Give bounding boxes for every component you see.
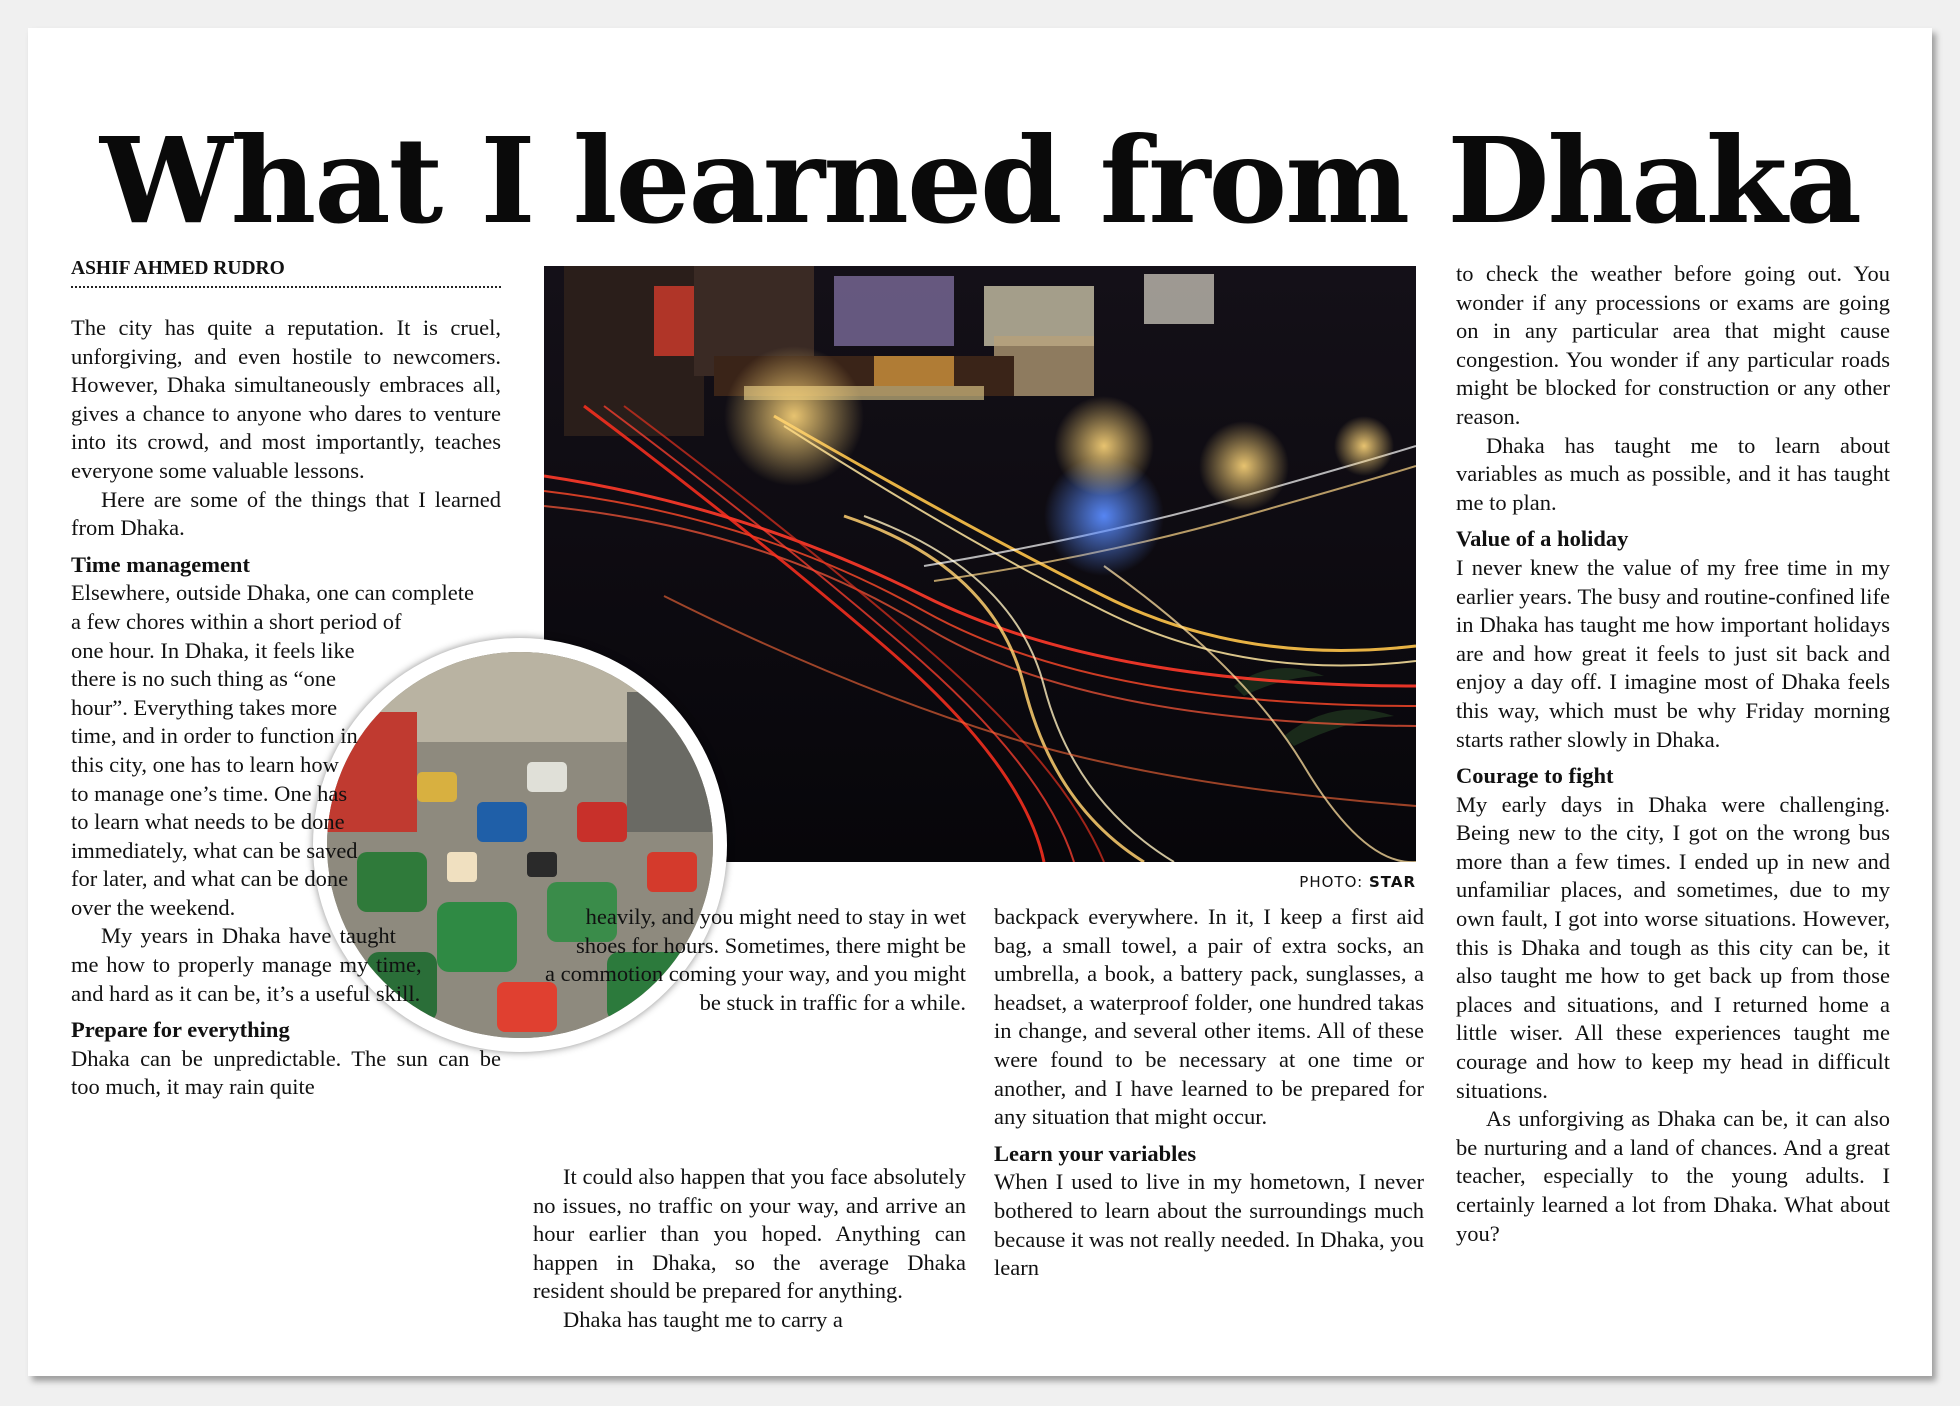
column-2: [533, 903, 966, 1335]
variables-paragraph-1a: When I used to live in my hometown, I never bothered to learn about the surroundings much because it was not really needed. In Dhaka, you learn: [994, 1169, 1424, 1281]
column-1: [71, 314, 501, 1102]
courage-paragraph-1: My early days in Dhaka were challenging. Being new to the city, I got on the wrong bus more than a few times. I ended up in new and unfamiliar places, and sometimes, due to my own fault, I got into worse situations. However, this is Dhaka and tough as this city can be, it also taught me how to get back up from those places and situations, and I returned home a little wiser. All these experiences taught me courage and how to keep my head in difficult situations.: [1456, 791, 1890, 1103]
prepare-paragraph-2: It could also happen that you face absolutely no issues, no traffic on your way, and arrive an hour earlier than you hoped. Anything can happen in Dhaka, so the average Dhaka resident should be prepared for anything.: [533, 1164, 966, 1304]
variables-paragraph-1b: to check the weather before going out. You wonder if any processions or exams are going on in any particular area that might cause congestion. You wonder if any particular roads might be blocked for construction or any other reason.: [1456, 261, 1890, 429]
prepare-paragraph-3a: Dhaka has taught me to carry a: [563, 1306, 843, 1332]
section-heading-variables: Learn your variables: [994, 1140, 1197, 1166]
newspaper-page: [28, 28, 1932, 1376]
intro-paragraph-2: Here are some of the things that I learned from Dhaka.: [71, 486, 501, 541]
time-paragraph-1: Elsewhere, outside Dhaka, one can complete a few chores within a short period of one hour. In Dhaka, it feels like there is no such thing as “one hour”. Everything takes more time, and in order to function in this city, one has to learn how to manage one’s time. One has to learn what needs to be done immediately, what can be saved for later, and what can be done over the weekend.: [71, 580, 474, 920]
section-heading-prepare: Prepare for everything: [71, 1017, 290, 1043]
column-4: [1456, 260, 1890, 1248]
section-heading-courage: Courage to fight: [1456, 763, 1614, 789]
holiday-paragraph-1: I never knew the value of my free time in my earlier years. The busy and routine-confined life in Dhaka has taught me how important holidays are and how great it feels to just sit back and enjoy a day off. I imagine most of Dhaka feels this way, which must be why Friday morning starts rather slowly in Dhaka.: [1456, 554, 1890, 752]
courage-paragraph-2: As unforgiving as Dhaka can be, it can also be nurturing and a land of chances. And a great teacher, especially to the young adults. I certainly learned a lot from Dhaka. What about you?: [1456, 1106, 1890, 1246]
prepare-paragraph-1a: Dhaka can be unpredictable. The sun can be too much, it may rain quite: [71, 1045, 501, 1100]
section-heading-time-management: Time management: [71, 551, 250, 577]
prepare-paragraph-3b: backpack everywhere. In it, I keep a first aid bag, a small towel, a pair of extra socks, an umbrella, a book, a battery pack, sunglasses, a headset, a waterproof folder, one hundred takas in change, and several other items. All of these were found to be necessary at one time or another, and I have learned to be prepared for any situation that might occur.: [994, 904, 1424, 1130]
variables-paragraph-2: Dhaka has taught me to learn about variables as much as possible, and it has taught me to plan.: [1456, 432, 1890, 515]
column-3: [994, 903, 1424, 1283]
headline: What I learned from Dhaka: [100, 111, 1860, 250]
photo-credit: [1208, 873, 1416, 891]
photo-credit-label: PHOTO:: [1299, 873, 1369, 891]
time-paragraph-2: My years in Dhaka have taught me how to properly manage my time, and hard as it can be, it’s a useful skill.: [71, 923, 422, 1006]
section-heading-holiday: Value of a holiday: [1456, 526, 1629, 552]
prepare-paragraph-1b: heavily, and you might need to stay in wet shoes for hours. Sometimes, there might be a commotion coming your way, and you might be stuck in traffic for a while.: [545, 904, 966, 1015]
byline: ASHIF AHMED RUDRO: [71, 258, 501, 288]
intro-paragraph-1: The city has quite a reputation. It is cruel, unforgiving, and even hostile to newcomers. However, Dhaka simultaneously embraces all, gives a chance to anyone who dares to venture into its crowd, and most importantly, teaches everyone some valuable lessons.: [71, 315, 501, 483]
photo-credit-source: STAR: [1368, 873, 1416, 891]
